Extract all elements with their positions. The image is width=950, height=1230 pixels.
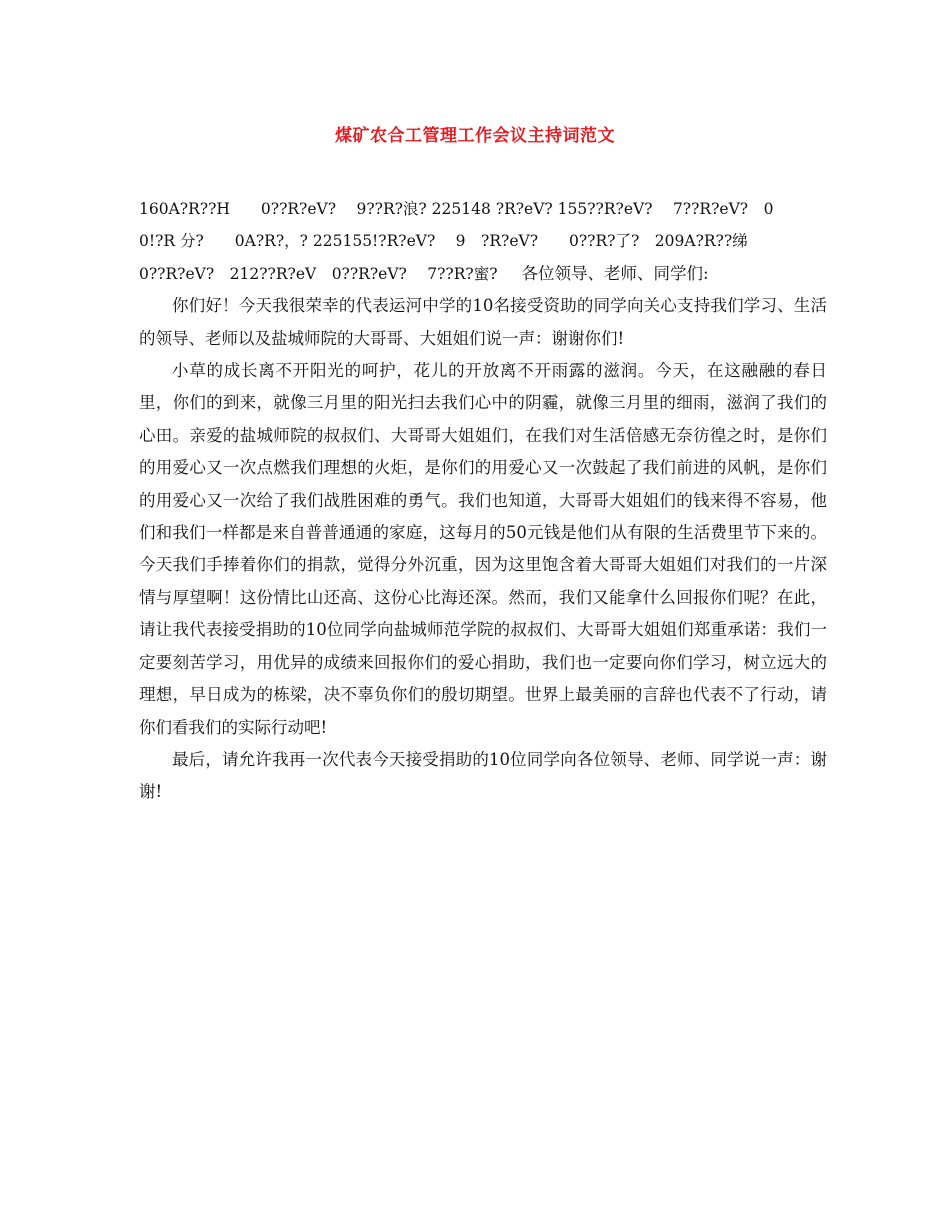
garbled-line-2: 0!?R 分? 0A?R?，? 225155!?R?eV? 9 ?R?eV? 0??R?了? 209A?R??绨 — [139, 232, 748, 251]
document-body — [139, 193, 827, 809]
greeting: 各位领导、老师、同学们: — [521, 263, 709, 283]
paragraph-2: 小草的成长离不开阳光的呵护，花儿的开放离不开雨露的滋润。今天，在这融融的春日里，你们的到来，就像三月里的阳光扫去我们心中的阴霾，就像三月里的细雨，滋润了我们的心田。亲爱的盐城师院的叔叔们、大哥哥大姐姐们，在我们对生活倍感无奈彷徨之时，是你们的用爱心又一次点燃我们理想的火炬，是你们的用爱心又一次鼓起了我们前进的风帆，是你们的用爱心又一次给了我们战胜困难的勇气。我们也知道，大哥哥大姐姐们的钱来得不容易，他们和我们一样都是来自普普通通的家庭，这每月的50元钱是他们从有限的生活费里节下来的。今天我们手捧着你们的捐款，觉得分外沉重，因为这里饱含着大哥哥大姐姐们对我们的一片深情与厚望啊！这份情比山还高、这份心比海还深。然而，我们又能拿什么回报你们呢？在此，请让我代表接受捐助的10位同学向盐城师范学院的叔叔们、大哥哥大姐姐们郑重承诺：我们一定要刻苦学习，用优异的成绩来回报你们的爱心捐助，我们也一定要向你们学习，树立远大的理想，早日成为的栋梁，决不辜负你们的殷切期望。世界上最美丽的言辞也代表不了行动，请你们看我们的实际行动吧! — [139, 361, 827, 737]
paragraph-3: 最后，请允许我再一次代表今天接受捐助的10位同学向各位领导、老师、同学说一声：谢谢! — [139, 749, 827, 802]
document-title: 煤矿农合工管理工作会议主持词范文 — [335, 126, 615, 146]
paragraph-1: 你们好！今天我很荣幸的代表运河中学的10名接受资助的同学向关心支持我们学习、生活的领导、老师以及盐城师院的大哥哥、大姐姐们说一声：谢谢你们! — [139, 296, 827, 348]
garbled-line-3-text: 0??R?eV? 212??R?eV 0??R?eV? 7??R?蜜? — [139, 264, 498, 283]
garbled-line-3 — [139, 258, 827, 290]
garbled-line-1: 160A?R??H 0??R?eV? 9??R?浪? 225148 ?R?eV? 155??R?eV? 7??R?eV? 0 — [139, 200, 774, 218]
